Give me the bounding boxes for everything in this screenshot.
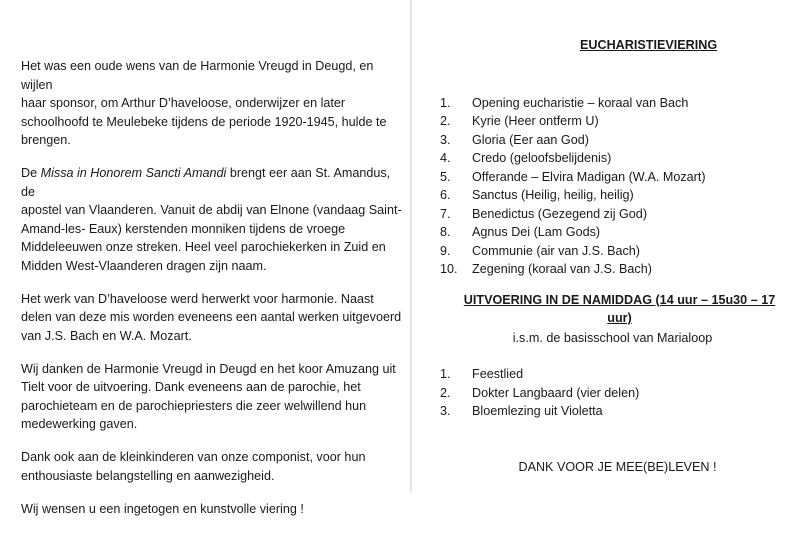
- heading-afternoon-performance: UITVOERING IN DE NAMIDDAG (14 uur – 15u30 – 17 uur): [463, 292, 776, 325]
- heading-eucharistieviering: EUCHARISTIEVIERING: [580, 38, 718, 52]
- list-item: 3. Gloria (Eer aan God): [440, 132, 589, 147]
- paragraph-missa: De Missa in Honorem Sancti Amandi brengt eer aan St. Amandus, de apostel van Vlaanderen. Vanuit de abdij van Elnone (vandaag Saint- Amand-les- Eaux) kerstenden monniken tijdens de vroege Middeleeuwen onze streken. Heel veel parochiekerken in Zuid en Midden West-Vlaanderen dragen zijn naam.: [21, 166, 402, 273]
- mass-program-list: [440, 94, 785, 279]
- list-item: 7. Benedictus (Gezegend zij God): [440, 206, 648, 221]
- paragraph-harmonie: Het werk van D’haveloose werd herwerkt voor harmonie. Naast delen van deze mis worden eveneens een aantal werken uitgevoerd van J.S. Bach en W.A. Mozart.: [21, 291, 402, 343]
- list-item: 10. Zegening (koraal van J.S. Bach): [440, 262, 652, 276]
- paragraph-intro: Het was een oude wens van de Harmonie Vreugd in Deugd, en wijlen haar sponsor, om Arthur D’haveloose, onderwijzer en later schoolhoofd te Meulebeke tijdens de periode 1920-1945, hulde te brengen.: [21, 59, 387, 147]
- list-item: 3. Bloemlezing uit Violetta: [440, 404, 603, 418]
- list-item: 2. Kyrie (Heer ontferm U): [440, 114, 599, 128]
- right-column: [440, 36, 785, 489]
- paragraph-closing: Wij wensen u een ingetogen en kunstvolle viering !: [21, 501, 304, 516]
- afternoon-program-list: [440, 365, 785, 421]
- list-item: 4. Credo (geloofsbelijdenis): [440, 151, 612, 165]
- list-item: 1. Opening eucharistie – koraal van Bach: [440, 95, 689, 110]
- list-item: 5. Offerande – Elvira Madigan (W.A. Mozart): [440, 169, 706, 184]
- page-fold: [410, 0, 412, 492]
- missa-title: Missa in Honorem Sancti Amandi: [40, 166, 227, 180]
- paragraph-thanks-choir: Wij danken de Harmonie Vreugd in Deugd en het koor Amuzang uit Tielt voor de uitvoering. Dank eveneens aan de parochie, het parochieteam en de parochiepriesters die zeer welwillend hun medewerking gaven.: [21, 361, 396, 431]
- list-item: 1. Feestlied: [440, 367, 524, 381]
- list-item: 9. Communie (air van J.S. Bach): [440, 243, 640, 258]
- left-column: [21, 57, 406, 533]
- closing-thanks: DANK VOOR JE MEE(BE)LEVEN !: [518, 459, 717, 474]
- paragraph-thanks-family: Dank ook aan de kleinkinderen van onze componist, voor hun enthousiaste belangstelling en aanwezigheid.: [21, 450, 366, 483]
- list-item: 2. Dokter Langbaard (vier delen): [440, 385, 640, 400]
- list-item: 8. Agnus Dei (Lam Gods): [440, 225, 601, 239]
- list-item: 6. Sanctus (Heilig, heilig, heilig): [440, 188, 634, 202]
- subheading-school: i.s.m. de basisschool van Marialoop: [512, 330, 713, 345]
